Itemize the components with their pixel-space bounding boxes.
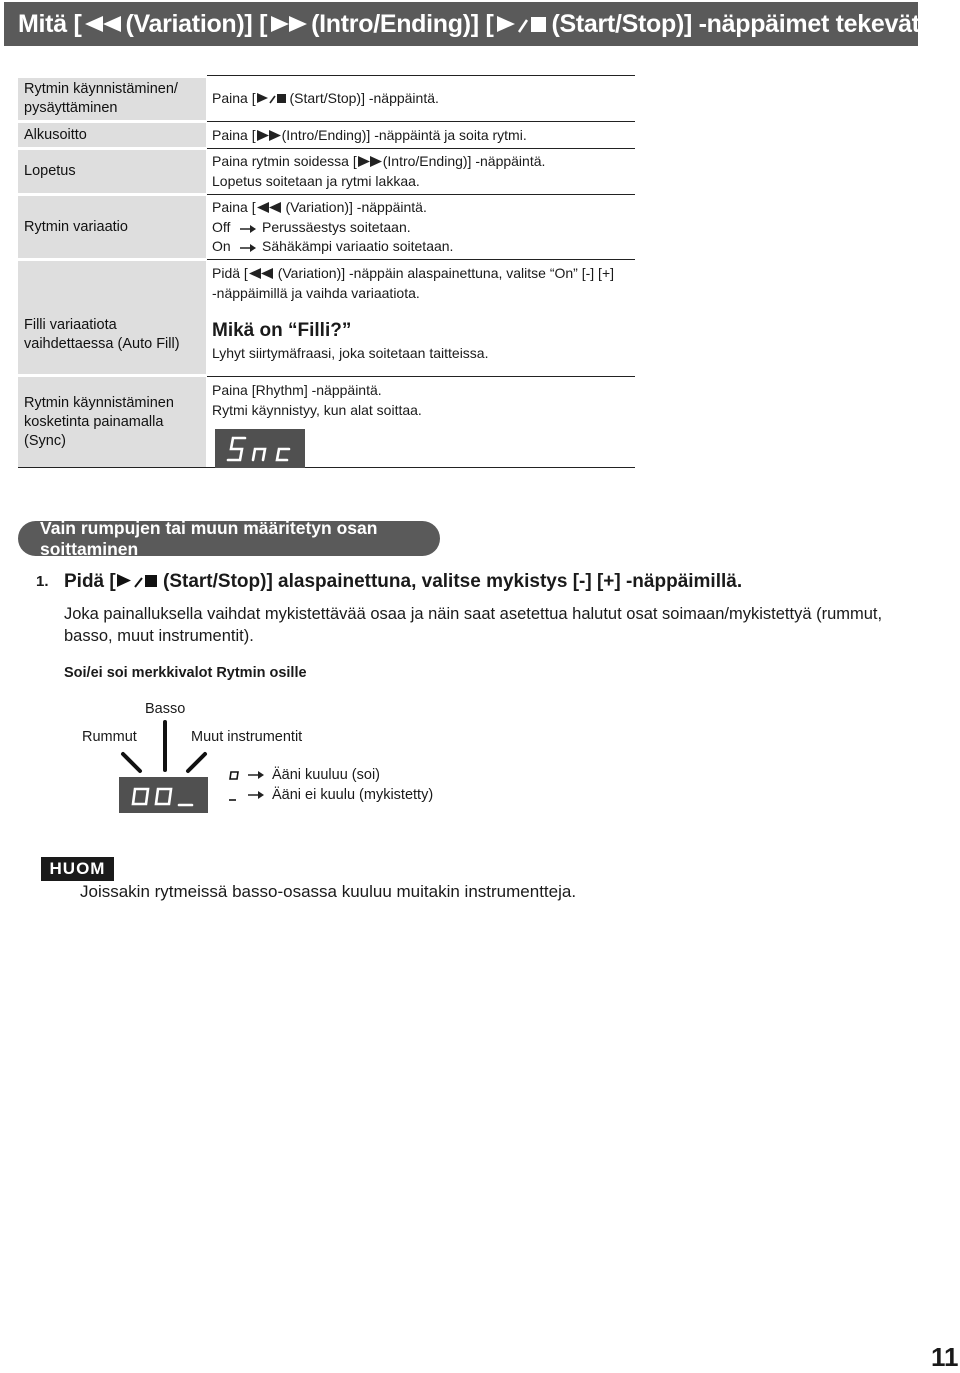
indicator-title: Soi/ei soi merkkivalot Rytmin osille [64,665,307,681]
text: Paina [ [212,90,256,106]
note-badge: HUOM [41,857,114,881]
rewind-icon [83,16,123,32]
row-text-autofill [212,264,634,364]
table-rule [207,148,635,149]
text: Perussäestys soitetaan. [262,218,411,235]
table-rule [18,467,635,468]
table-rule [207,376,635,377]
fast-forward-icon [357,156,383,167]
label-basso: Basso [145,701,186,717]
section-heading: Vain rumpujen tai muun määritetyn osan soittaminen [18,521,440,556]
text: (Intro/Ending)] -näppäintä. [382,153,546,169]
legend-on [228,767,380,783]
text: Paina rytmin soidessa [ [212,153,357,169]
segment-underscore-icon [228,789,240,801]
segment-o-icon [228,769,240,781]
play-stop-icon [116,573,158,588]
sync-display [215,429,305,468]
row-label-variation: Rytmin variaatio [18,196,206,258]
segment-display-oo [119,777,208,813]
text: Ääni ei kuulu (mykistetty) [272,787,434,803]
text: Ääni kuuluu (soi) [272,767,380,783]
row-text-startstop [212,89,634,109]
page-header [4,2,935,46]
text: (Start/Stop)] alaspainettuna, valitse mykistys [-] [+] -näppäimillä. [157,571,743,592]
text: -näppäimillä ja vaihda variaatiota. [212,284,420,301]
text: (Intro/Ending)] -näppäintä ja soita rytmi. [281,127,527,143]
play-stop-icon [495,15,549,33]
rewind-icon [256,202,282,213]
right-arrow-icon [248,771,264,779]
row-label-startstop: Rytmin käynnistäminen/ pysäyttäminen [18,78,206,120]
text: Sähäkämpi variaatio soitetaan. [262,238,454,254]
row-label-sync: Rytmin käynnistäminen kosketinta painamalla (Sync) [18,377,206,468]
fast-forward-icon [269,16,309,32]
note-text: Joissakin rytmeissä basso-osassa kuuluu muitakin instrumentteja. [80,882,577,901]
row-label-autofill: Filli variaatiota vaihdettaessa (Auto Fill) [18,261,206,374]
text: (Start/Stop)] -näppäintä. [285,90,439,106]
step-number: 1. [36,573,49,590]
text: Lopetus soitetaan ja rytmi lakkaa. [212,172,420,189]
right-arrow-icon [248,791,264,799]
header-text-1: Mitä [ [18,9,82,38]
text: Pidä [ [64,571,116,592]
label-rummut: Rummut [82,729,137,745]
header-text-3: (Intro/Ending)] [ [311,9,494,38]
right-arrow-icon [240,225,256,233]
row-text-variation [212,198,634,257]
text: (Variation)] -näppäin alaspainettuna, valitse “On” [-] [+] [273,265,615,281]
header-text-4: (Start/Stop)] -näppäimet tekevät? [551,9,935,38]
right-arrow-icon [240,244,256,252]
text: Paina [Rhythm] -näppäintä. [212,382,382,398]
row-text-sync [212,381,634,420]
segment-display-snc [215,429,305,468]
fill-heading: Mikä on “Filli?” [212,320,352,341]
legend-off [228,787,433,803]
table-rule [207,75,635,76]
text: Lyhyt siirtymäfraasi, joka soitetaan taitteissa. [212,345,489,361]
fast-forward-icon [256,130,282,141]
pointer-lines [110,718,220,776]
text: Rytmi käynnistyy, kun alat soittaa. [212,401,422,418]
label-muut: Muut instrumentit [191,729,303,745]
text: Pidä [ [212,265,248,281]
text: Paina [ [212,127,256,143]
off-label: Off [212,218,231,235]
play-stop-icon [256,92,286,104]
text: Paina [ [212,199,256,215]
row-label-ending: Lopetus [18,150,206,193]
row-text-ending [212,152,634,191]
rewind-icon [248,268,274,279]
header-text-2: (Variation)] [ [125,9,268,38]
table-rule [207,194,635,195]
step-body: Joka painalluksella vaihdat mykistettävää osaa ja näin saat asetettua halutut osat soimaan/mykistettyä (rummut, basso, muut instrumentit). [64,605,883,645]
table-rule [207,259,635,260]
on-label: On [212,238,231,254]
table-rule [207,121,635,122]
page-number: 11 [931,1342,959,1372]
row-label-intro: Alkusoitto [18,123,206,147]
step-title [64,571,742,593]
text: (Variation)] -näppäintä. [281,199,427,215]
row-text-intro [212,126,634,146]
part-indicator-display [119,777,208,813]
